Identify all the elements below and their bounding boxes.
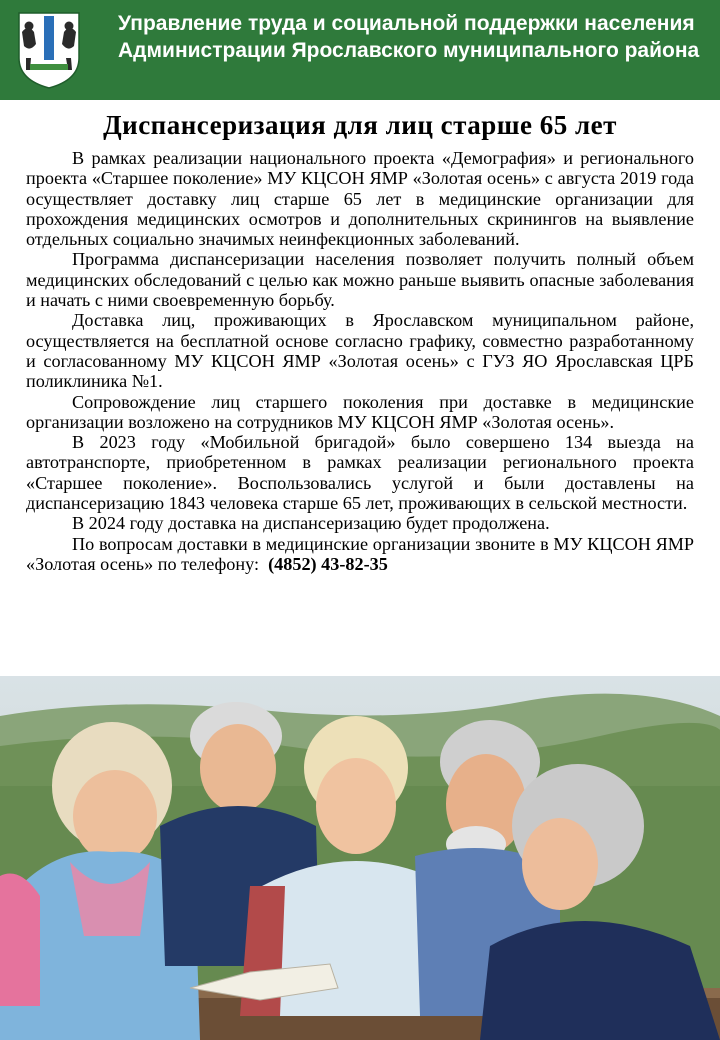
contact-paragraph <box>26 534 694 575</box>
paragraph: Программа диспансеризации населения позволяет получить полный объем медицинских обследований с целью как можно раньше выявить опасные заболевания и начать с ними своевременную борьбу. <box>26 249 694 311</box>
organization-name: Управление труда и социальной поддержки населения Администрации Ярославского муниципального района <box>118 12 700 62</box>
paragraph: В рамках реализации национального проекта «Демография» и регионального проекта «Старшее поколение» МУ КЦСОН ЯМР «Золотая осень» с августа 2019 года осуществляет доставку лиц старше 65 лет в медицинские организации для прохождения медицинских осмотров и дополнительных скринингов на выявление отдельных социально значимых неинфекционных заболеваний. <box>26 148 694 250</box>
header-banner <box>0 0 720 100</box>
page-title: Диспансеризация для лиц старше 65 лет <box>103 110 617 140</box>
elderly-group-photo <box>0 676 720 1040</box>
paragraph: В 2023 году «Мобильной бригадой» было совершено 134 выезда на автотранспорте, приобретенном в рамках реализации регионального проекта «Старшее поколение». Воспользовались услугой и были доставлены на диспансеризацию 1843 человека старше 65 лет, проживающих в сельской местности. <box>26 432 694 514</box>
article-body <box>26 148 694 574</box>
coat-of-arms-icon <box>16 10 82 90</box>
paragraph: В 2024 году доставка на диспансеризацию будет продолжена. <box>72 513 550 534</box>
phone-number: (4852) 43-82-35 <box>268 553 388 574</box>
contact-text: По вопросам доставки в медицинские организации звоните в МУ КЦСОН ЯМР «Золотая осень» по телефону: <box>26 533 694 574</box>
paragraph: Доставка лиц, проживающих в Ярославском муниципальном районе, осуществляется на бесплатной основе согласно графику, совместно разработанному и согласованному МУ КЦСОН ЯМР «Золотая осень» с ГУЗ ЯО Ярославская ЦРБ поликлиника №1. <box>26 310 694 392</box>
paragraph: Сопровождение лиц старшего поколения при доставке в медицинские организации возложено на сотрудников МУ КЦСОН ЯМР «Золотая осень». <box>26 391 694 432</box>
